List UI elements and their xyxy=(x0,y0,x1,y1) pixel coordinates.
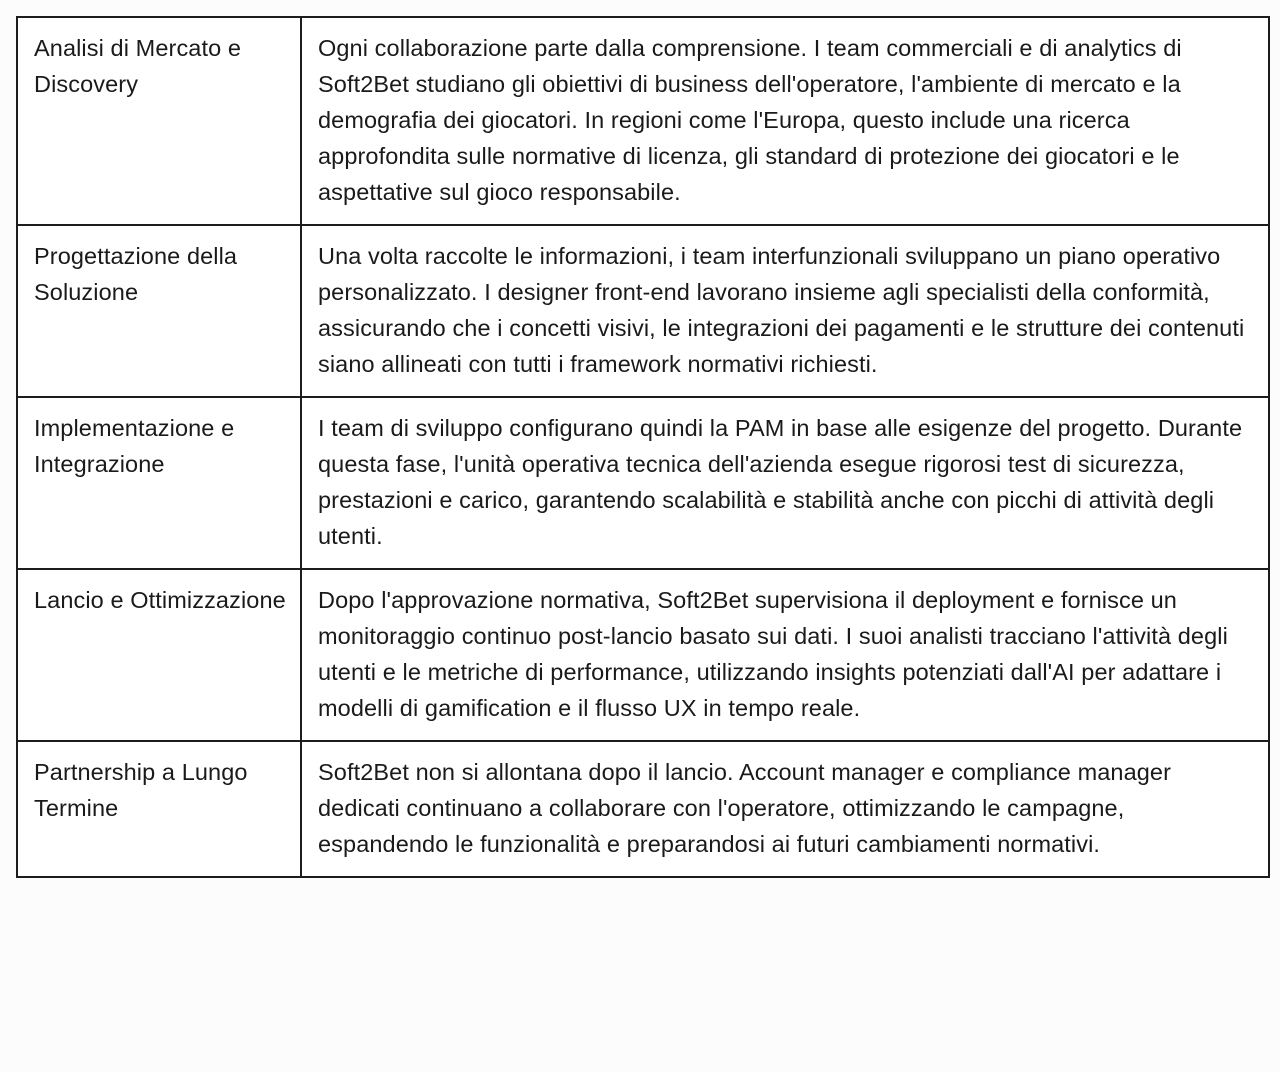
table-row xyxy=(17,569,1269,741)
table-row xyxy=(17,225,1269,397)
row-description: Una volta raccolte le informazioni, i team interfunzionali sviluppano un piano operativo personalizzato. I designer front-end lavorano insieme agli specialisti della conformità, assicurando che i concetti visivi, le integrazioni dei pagamenti e le strutture dei contenuti siano allineati con tutti i framework normativi richiesti. xyxy=(301,225,1269,397)
table-row xyxy=(17,741,1269,877)
table-row xyxy=(17,397,1269,569)
row-header: Partnership a Lungo Termine xyxy=(17,741,301,877)
row-description: Soft2Bet non si allontana dopo il lancio. Account manager e compliance manager dedicati continuano a collaborare con l'operatore, ottimizzando le campagne, espandendo le funzionalità e preparandosi ai futuri cambiamenti normativi. xyxy=(301,741,1269,877)
table-row xyxy=(17,17,1269,225)
row-description: Ogni collaborazione parte dalla comprensione. I team commerciali e di analytics di Soft2Bet studiano gli obiettivi di business dell'operatore, l'ambiente di mercato e la demografia dei giocatori. In regioni come l'Europa, questo include una ricerca approfondita sulle normative di licenza, gli standard di protezione dei giocatori e le aspettative sul gioco responsabile. xyxy=(301,17,1269,225)
row-description: I team di sviluppo configurano quindi la PAM in base alle esigenze del progetto. Durante questa fase, l'unità operativa tecnica dell'azienda esegue rigorosi test di sicurezza, prestazioni e carico, garantendo scalabilità e stabilità anche con picchi di attività degli utenti. xyxy=(301,397,1269,569)
process-table xyxy=(16,16,1270,878)
row-header: Progettazione della Soluzione xyxy=(17,225,301,397)
row-header: Implementazione e Integrazione xyxy=(17,397,301,569)
row-header: Lancio e Ottimizzazione xyxy=(17,569,301,741)
row-description: Dopo l'approvazione normativa, Soft2Bet supervisiona il deployment e fornisce un monitoraggio continuo post-lancio basato sui dati. I suoi analisti tracciano l'attività degli utenti e le metriche di performance, utilizzando insights potenziati dall'AI per adattare i modelli di gamification e il flusso UX in tempo reale. xyxy=(301,569,1269,741)
row-header: Analisi di Mercato e Discovery xyxy=(17,17,301,225)
